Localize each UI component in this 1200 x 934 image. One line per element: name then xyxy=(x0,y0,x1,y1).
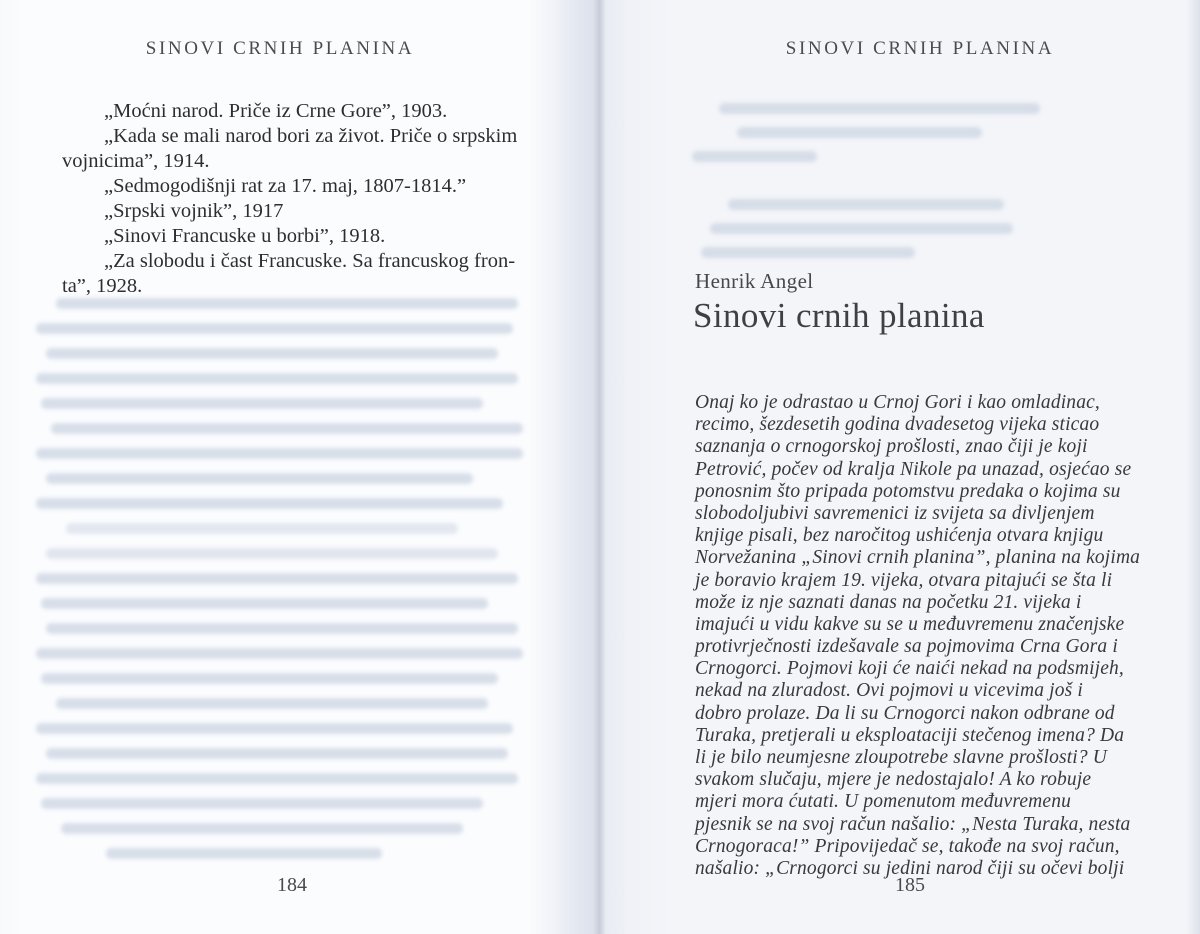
bleed-through-line xyxy=(36,723,513,734)
bleed-through-line xyxy=(728,199,1005,210)
bleed-through-line xyxy=(692,151,817,162)
body-text-line: saznanja o crnogorskoj prošlosti, znao čiji je koji xyxy=(695,436,1088,458)
bleed-through-line xyxy=(41,673,498,684)
body-text-line: Crnogorci. Pojmovi koji će naići nekad na podsmijeh, xyxy=(695,658,1124,680)
bleed-through-line xyxy=(46,348,498,359)
left-page-bleed-through xyxy=(36,298,538,873)
bleed-through-line xyxy=(36,373,518,384)
body-text-line: imajući u vidu kakve su se u međuvremenu značenjske xyxy=(695,613,1125,635)
bibliography-line: „Srpski vojnik”, 1917 xyxy=(104,200,284,222)
bibliography-line: ta”, 1928. xyxy=(62,275,143,297)
bleed-through-line xyxy=(36,498,503,509)
bibliography-line: „Kada se mali narod bori za život. Priče o srpskim xyxy=(104,125,518,147)
bibliography-line: „Sedmogodišnji rat za 17. maj, 1807-1814.” xyxy=(104,175,467,197)
right-page-running-header: SINOVI CRNIH PLANINA xyxy=(785,38,1055,59)
body-text-line: Petrović, počev od kralja Nikole pa unazad, osjećao se xyxy=(695,458,1132,480)
left-page xyxy=(0,0,556,934)
bibliography-line: vojnicima”, 1914. xyxy=(62,150,210,172)
bleed-through-line xyxy=(56,698,488,709)
body-text-line: može iz nje saznati danas na početku 21. vijeka i xyxy=(695,591,1082,613)
bleed-through-line xyxy=(46,623,518,634)
bleed-through-line xyxy=(36,448,523,459)
bleed-through-line xyxy=(61,823,463,834)
bleed-through-line xyxy=(737,127,982,138)
bleed-through-line xyxy=(41,798,483,809)
bibliography-line: „Moćni narod. Priče iz Crne Gore”, 1903. xyxy=(104,100,448,122)
body-text-line: ponosnim što pripada potomstvu predaka o kojima su xyxy=(695,480,1121,502)
bleed-through-line xyxy=(106,848,382,859)
bibliography-line: „Sinovi Francuske u borbi”, 1918. xyxy=(104,225,386,247)
body-text-line: Norvežanina „Sinovi crnih planina”, planina na kojima xyxy=(695,547,1141,569)
bleed-through-line xyxy=(66,523,458,534)
body-text-line: svakom slučaju, mjere je nedostajalo! A ko robuje xyxy=(695,769,1092,791)
body-text-line: recimo, šezdesetih godina dvadesetog vijeka sticao xyxy=(695,414,1100,436)
body-text-line: Turaka, pretjerali u eksploataciji stečenog imena? Da xyxy=(695,724,1125,746)
bleed-through-line xyxy=(51,423,523,434)
left-page-number: 184 xyxy=(277,874,307,896)
right-page xyxy=(600,0,1200,934)
body-text-line: mjeri mora ćutati. U pomenutom međuvremenu xyxy=(695,791,1072,813)
bleed-through-line xyxy=(41,398,483,409)
body-text-line: Onaj ko je odrastao u Crnoj Gori i kao omladinac, xyxy=(695,392,1100,413)
bleed-through-line xyxy=(56,298,518,309)
bibliography-line: „Za slobodu i čast Francuske. Sa francuskog fron- xyxy=(104,250,516,272)
body-text-line: protivrječnosti izdešavale sa pojmovima Crna Gora i xyxy=(695,636,1118,658)
body-text-line: dobro prolaze. Da li su Crnogorci nakon odbrane od xyxy=(695,702,1115,724)
body-text-line: Crnogoraca!” Pripovijedač se, takođe na svoj račun, xyxy=(695,835,1120,857)
chapter-body-text xyxy=(695,392,1165,880)
body-text-line: knjige pisali, bez naročitog ushićenja otvara knjigu xyxy=(695,525,1104,547)
bleed-through-line xyxy=(692,175,1138,186)
body-text-line: pjesnik se na svoj račun našalio: „Nesta Turaka, nesta xyxy=(695,813,1131,835)
bleed-through-line xyxy=(719,103,1040,114)
bleed-through-line xyxy=(36,773,518,784)
bleed-through-line xyxy=(46,473,473,484)
body-text-line: našalio: „Crnogorci su jedini narod čiji su očevi bolji xyxy=(695,857,1125,879)
right-page-bleed-through xyxy=(692,103,1138,271)
body-text-line: nekad na zluradost. Ovi pojmovi u vicevima još i xyxy=(695,680,1083,702)
right-page-number: 185 xyxy=(895,874,925,896)
bleed-through-line xyxy=(710,223,1013,234)
bleed-through-line xyxy=(36,323,513,334)
chapter-author: Henrik Angel xyxy=(695,269,814,293)
body-text-line: slobodoljubivi savremenici iz svijeta sa divljenjem xyxy=(695,502,1095,524)
bleed-through-line xyxy=(41,598,488,609)
bleed-through-line xyxy=(46,748,508,759)
bleed-through-line xyxy=(36,648,523,659)
bleed-through-line xyxy=(36,573,518,584)
body-text-line: je boravio krajem 19. vijeka, otvara pitajući se šta li xyxy=(695,569,1113,591)
bleed-through-line xyxy=(46,548,498,559)
body-text-line: li je bilo neumjesne zloupotrebe slavne prošlosti? U xyxy=(695,747,1108,768)
bleed-through-line xyxy=(701,247,915,258)
left-page-running-header: SINOVI CRNIH PLANINA xyxy=(145,38,415,59)
chapter-title: Sinovi crnih planina xyxy=(693,296,985,335)
bibliography-list xyxy=(62,99,548,299)
